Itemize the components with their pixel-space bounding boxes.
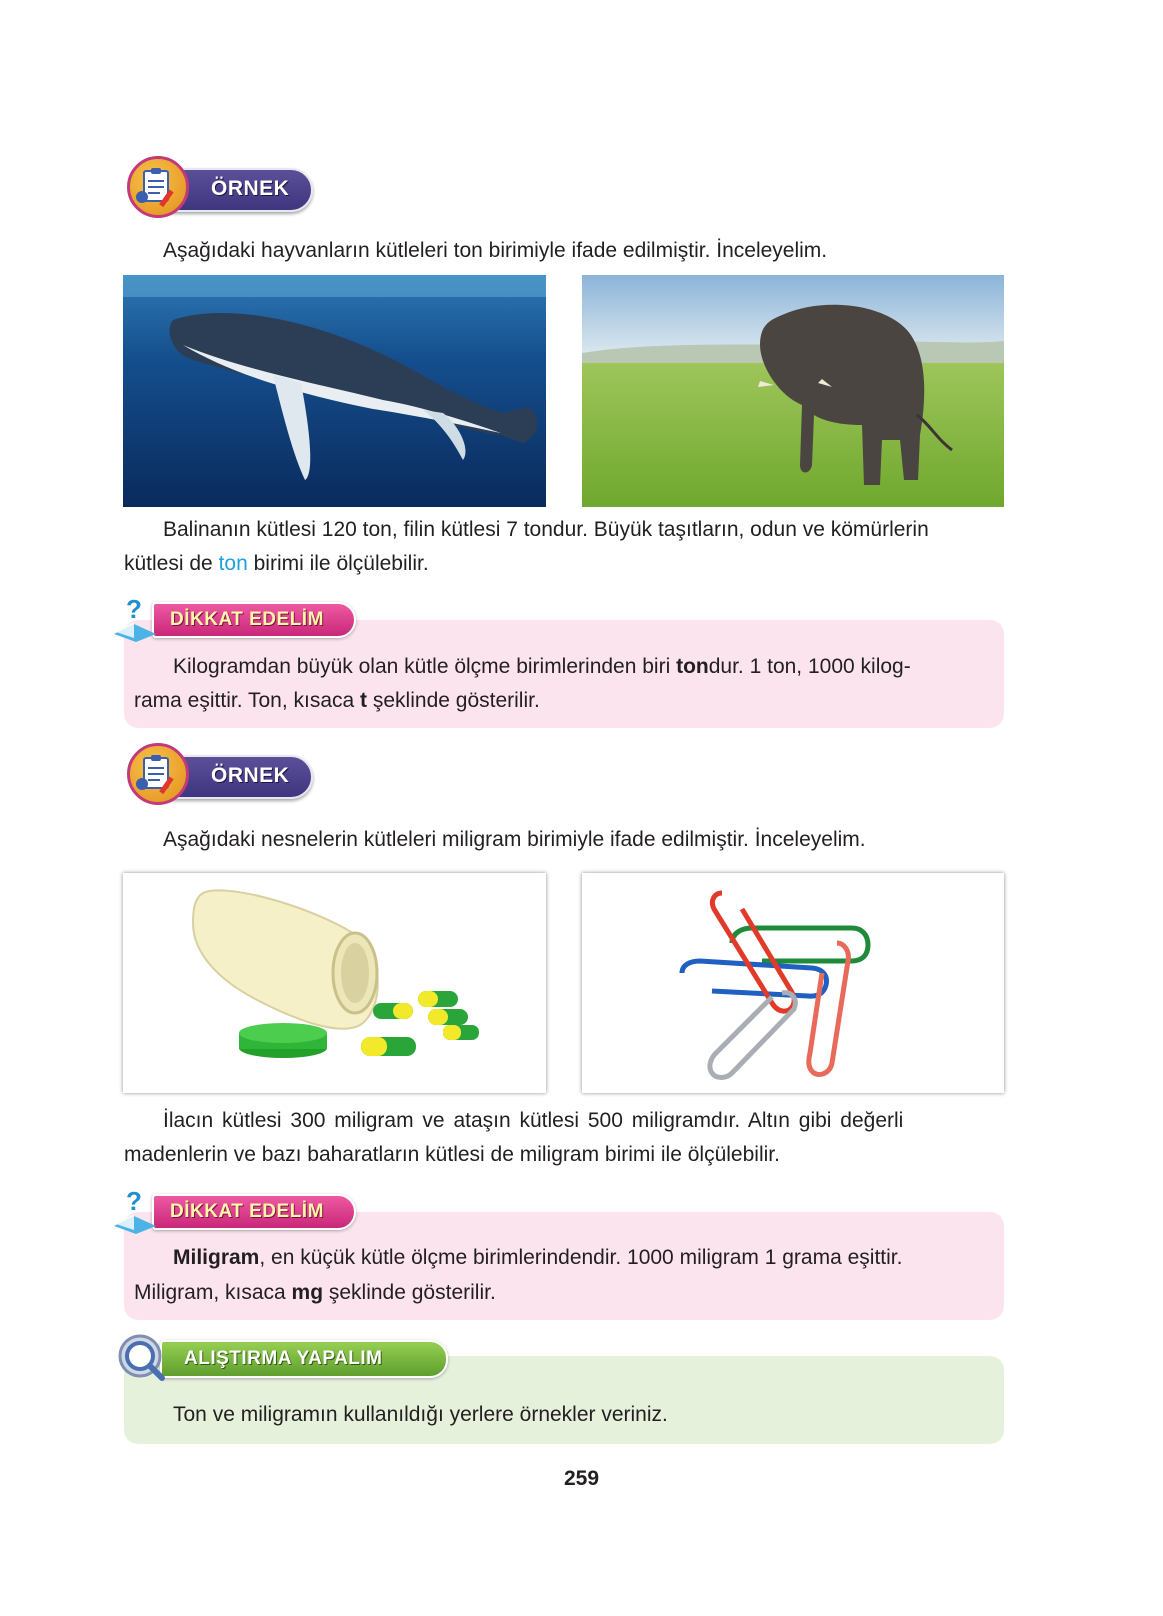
elephant-photo: [582, 275, 1004, 507]
question-book-icon: [108, 1186, 168, 1236]
clipboard-icon: [127, 743, 189, 805]
pill-bottle-photo: [123, 873, 546, 1093]
ornek-badge-label: ÖRNEK: [211, 177, 290, 200]
page-number: 259: [563, 1467, 600, 1490]
example2-intro: Aşağıdaki nesnelerin kütleleri miligram birimiyle ifade edilmiştir. İnceleyelim.: [163, 828, 866, 851]
example2-para-line2: madenlerin ve bazı baharatların kütlesi de miligram birimi ile ölçülebilir.: [124, 1143, 780, 1166]
dikkat-tab-1: [108, 594, 358, 644]
paper-clips-photo: [582, 873, 1004, 1093]
example1-para-line1: Balinanın kütlesi 120 ton, filin kütlesi 7 tondur. Büyük taşıtların, odun ve kömürlerin: [163, 518, 929, 541]
dikkat-tab-label: DİKKAT EDELİM: [170, 1201, 324, 1222]
ornek-badge-1: [127, 156, 317, 220]
attention2-line2: Miligram, kısaca mg şeklinde gösterilir.: [134, 1281, 496, 1304]
example2-para-line1: İlacın kütlesi 300 miligram ve ataşın kütlesi 500 miligramdır. Altın gibi değerli: [163, 1109, 904, 1132]
clipboard-icon: [127, 156, 189, 218]
alistirma-tab: [112, 1330, 452, 1386]
example1-intro: Aşağıdaki hayvanların kütleleri ton birimiyle ifade edilmiştir. İnceleyelim.: [163, 239, 828, 262]
svg-text:?: ?: [126, 1186, 142, 1216]
svg-text:?: ?: [126, 594, 142, 624]
attention1-line1: Kilogramdan büyük olan kütle ölçme birimlerinden biri tondur. 1 ton, 1000 kilog-: [173, 655, 911, 678]
attention2-line1: Miligram, en küçük kütle ölçme birimlerindendir. 1000 miligram 1 grama eşittir.: [173, 1246, 903, 1269]
ornek-badge-label: ÖRNEK: [211, 764, 290, 787]
question-book-icon: [108, 594, 168, 644]
example1-para-line2: kütlesi de ton birimi ile ölçülebilir.: [124, 552, 429, 575]
attention1-line2: rama eşittir. Ton, kısaca t şeklinde gösterilir.: [134, 689, 540, 712]
whale-photo: [123, 275, 546, 507]
ornek-badge-2: [127, 743, 317, 807]
alistirma-tab-label: ALIŞTIRMA YAPALIM: [184, 1348, 383, 1369]
exercise-text: Ton ve miligramın kullanıldığı yerlere örnekler veriniz.: [173, 1403, 668, 1426]
magnifier-icon: [112, 1330, 172, 1386]
dikkat-tab-2: [108, 1186, 358, 1236]
ton-highlight: ton: [218, 552, 248, 575]
dikkat-tab-label: DİKKAT EDELİM: [170, 609, 324, 630]
